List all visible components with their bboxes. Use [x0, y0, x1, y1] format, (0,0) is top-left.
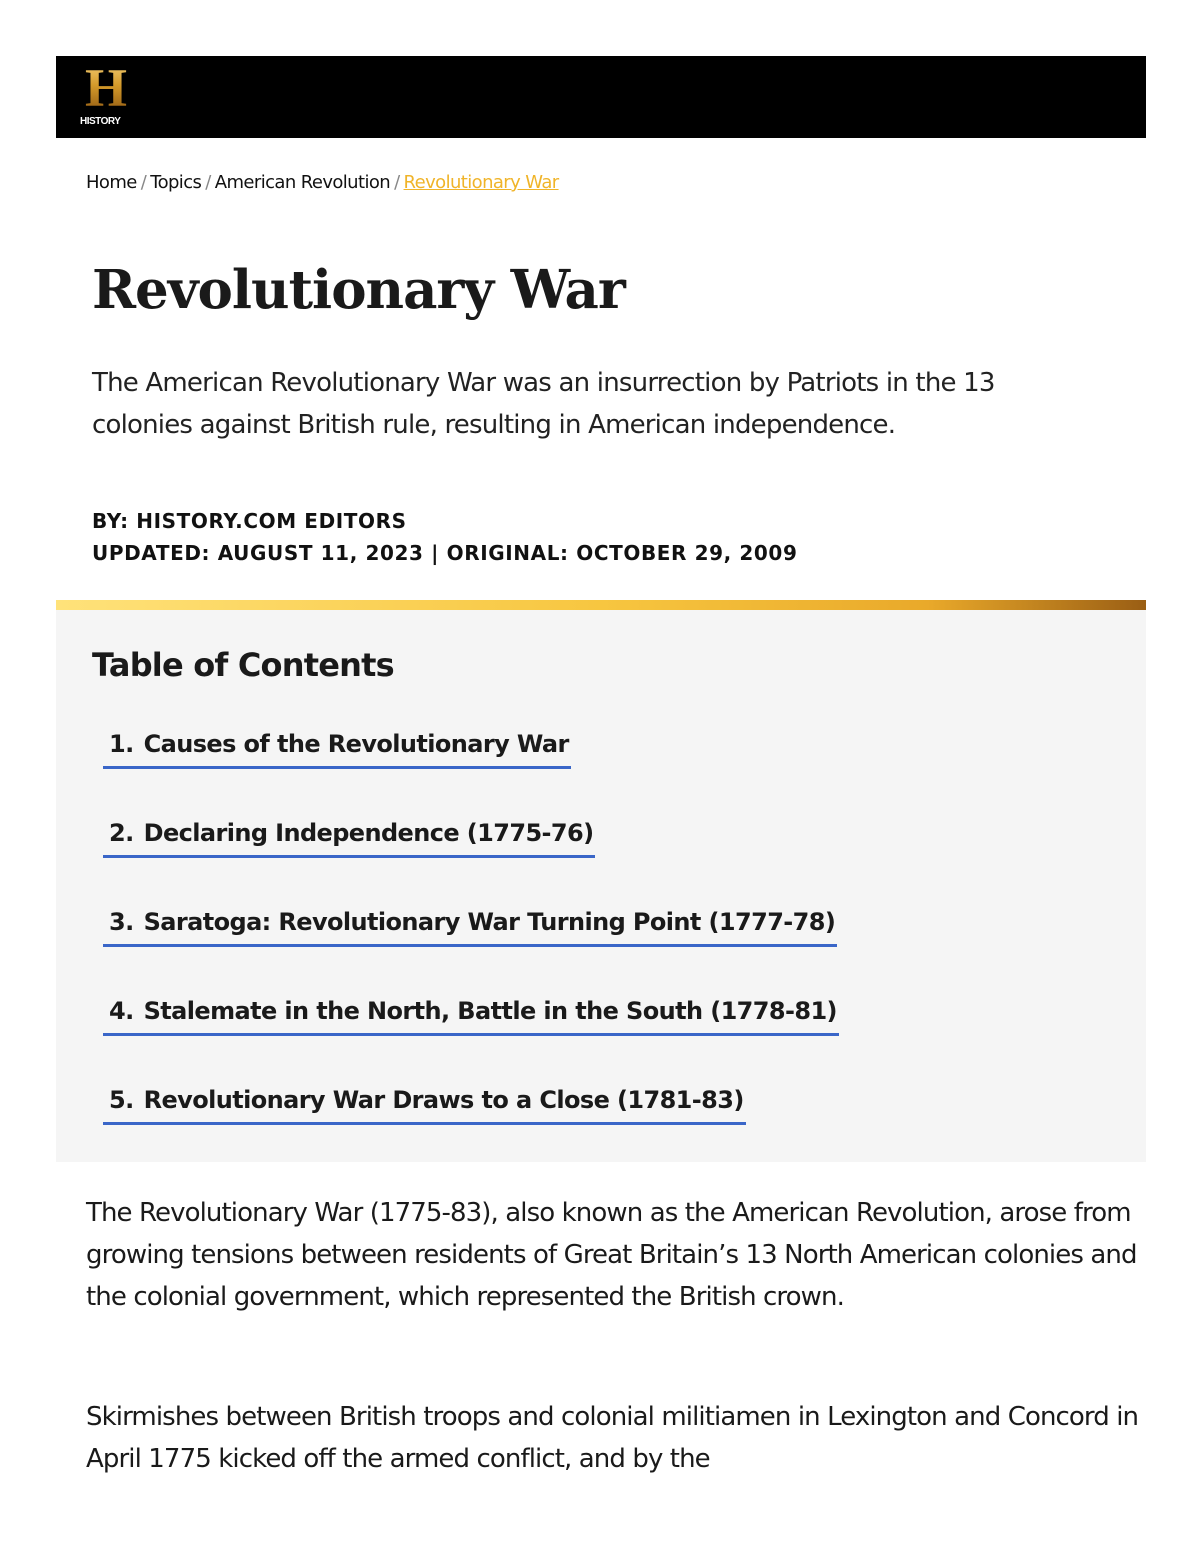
toc-label: Declaring Independence (1775-76) [143, 819, 594, 847]
toc-title: Table of Contents [92, 646, 394, 684]
toc-number: 3. [109, 908, 134, 936]
toc-item [103, 811, 839, 900]
toc-list [103, 722, 839, 1167]
site-header [56, 56, 1146, 138]
toc-number: 2. [109, 819, 134, 847]
toc-link-close[interactable] [103, 1078, 746, 1125]
byline-author: BY: HISTORY.COM EDITORS [92, 509, 407, 533]
logo-wordmark: HISTORY [80, 116, 121, 127]
page-title: Revolutionary War [92, 259, 625, 321]
breadcrumb-home[interactable]: Home [86, 172, 137, 193]
toc-label: Causes of the Revolutionary War [143, 730, 569, 758]
breadcrumb-american-revolution[interactable]: American Revolution [214, 172, 391, 193]
toc-link-saratoga[interactable] [103, 900, 837, 947]
byline-dates [92, 537, 797, 569]
breadcrumb [86, 172, 559, 193]
toc-label: Stalemate in the North, Battle in the South (1778-81) [143, 997, 837, 1025]
toc-item [103, 900, 839, 989]
updated-date: UPDATED: AUGUST 11, 2023 [92, 541, 424, 565]
toc-number: 1. [109, 730, 134, 758]
toc-label: Saratoga: Revolutionary War Turning Point (1777-78) [143, 908, 836, 936]
article-paragraph-2: Skirmishes between British troops and colonial militiamen in Lexington and Concord in April 1775 kicked off the armed conflict, and by the [86, 1402, 1139, 1474]
breadcrumb-separator: / [205, 172, 211, 193]
toc-item [103, 989, 839, 1078]
article-paragraph-1: The Revolutionary War (1775-83), also known as the American Revolution, arose from growing tensions between residents of Great Britain’s 13 North American colonies and the colonial government, which represented the British crown. [86, 1198, 1137, 1312]
breadcrumb-topics[interactable]: Topics [150, 172, 202, 193]
toc-link-causes[interactable] [103, 722, 571, 769]
table-of-contents [56, 610, 1146, 1162]
breadcrumb-separator: / [394, 172, 400, 193]
breadcrumb-separator: / [140, 172, 147, 193]
toc-label: Revolutionary War Draws to a Close (1781-83) [143, 1086, 744, 1114]
toc-item [103, 722, 839, 811]
history-logo[interactable] [80, 58, 136, 130]
logo-h-icon: H [80, 60, 132, 116]
toc-number: 5. [109, 1086, 134, 1114]
toc-item [103, 1078, 839, 1167]
gold-divider [56, 600, 1146, 610]
toc-number: 4. [109, 997, 134, 1025]
breadcrumb-current-revolutionary-war[interactable]: Revolutionary War [403, 172, 559, 193]
toc-link-stalemate[interactable] [103, 989, 839, 1036]
byline [92, 505, 797, 569]
article-dek: The American Revolutionary War was an insurrection by Patriots in the 13 colonies against British rule, resulting in American independence. [92, 368, 995, 440]
original-date: ORIGINAL: OCTOBER 29, 2009 [446, 541, 798, 565]
toc-link-declaring-independence[interactable] [103, 811, 595, 858]
date-divider: | [431, 541, 440, 565]
